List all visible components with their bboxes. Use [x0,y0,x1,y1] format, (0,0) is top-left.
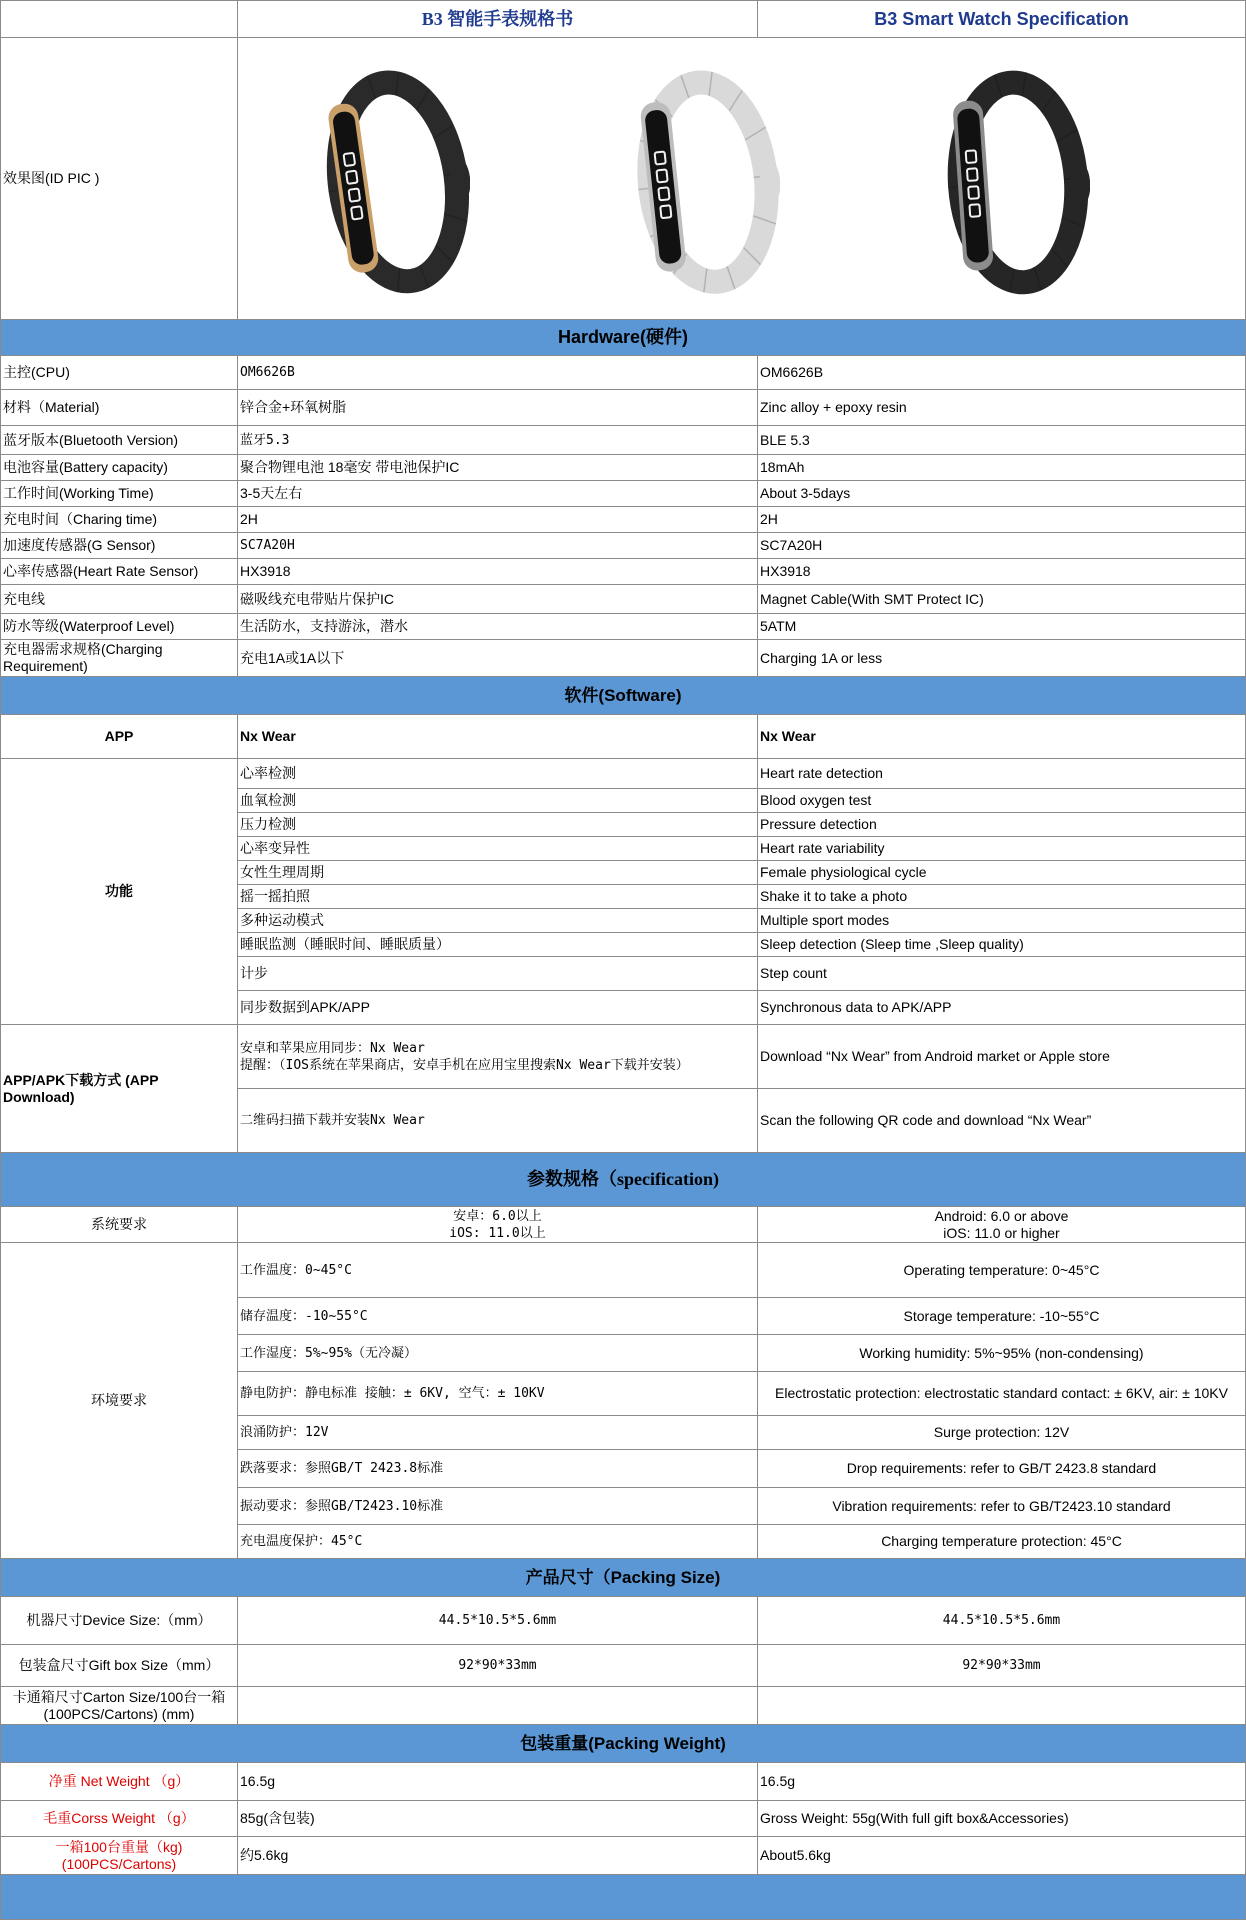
hardware-row-0-en: OM6626B [758,356,1246,390]
function-5-cn: 摇一摇拍照 [238,885,758,909]
footer-band [0,1875,1246,1920]
packing-weight-section-title: 包装重量(Packing Weight) [0,1725,1246,1763]
download-label: APP/APK下载方式 (APP Download) [0,1025,238,1153]
functions-label: 功能 [0,759,238,1025]
hardware-row-8-cn: 磁吸线充电带贴片保护IC [238,585,758,614]
title-en: B3 Smart Watch Specification [758,0,1246,38]
packing-size-section-title: 产品尺寸（Packing Size) [0,1559,1246,1597]
packing-weight-0-en: 16.5g [758,1763,1246,1801]
download-1-cn: 二维码扫描下载并安装Nx Wear [238,1089,758,1153]
hardware-row-8-en: Magnet Cable(With SMT Protect IC) [758,585,1246,614]
packing-weight-0-label: 净重 Net Weight （g） [0,1763,238,1801]
function-8-en: Step count [758,957,1246,991]
env-6-cn: 振动要求：参照GB/T2423.10标准 [238,1488,758,1525]
hardware-row-9-label: 防水等级(Waterproof Level) [0,614,238,640]
watch-black-silver-image [930,68,1090,298]
hardware-section-title: Hardware(硬件) [0,320,1246,356]
title-cn: B3 智能手表规格书 [238,0,758,38]
env-1-en: Storage temperature: -10~55°C [758,1298,1246,1335]
hardware-row-3-label: 电池容量(Battery capacity) [0,455,238,481]
hardware-row-5-cn: 2H [238,507,758,533]
packing-weight-2-cn: 约5.6kg [238,1837,758,1875]
system-cn: 安卓：6.0以上 iOS: 11.0以上 [238,1207,758,1243]
function-3-cn: 心率变异性 [238,837,758,861]
id-pic-label: 效果图(ID PIC ) [0,38,238,320]
packing-size-2-cn [238,1687,758,1725]
software-section-title: 软件(Software) [0,677,1246,715]
env-5-cn: 跌落要求：参照GB/T 2423.8标准 [238,1450,758,1488]
env-4-cn: 浪涌防护：12V [238,1416,758,1450]
env-7-en: Charging temperature protection: 45°C [758,1525,1246,1559]
packing-size-2-en [758,1687,1246,1725]
function-9-en: Synchronous data to APK/APP [758,991,1246,1025]
app-en: Nx Wear [758,715,1246,759]
hardware-row-2-cn: 蓝牙5.3 [238,426,758,455]
hardware-row-3-en: 18mAh [758,455,1246,481]
hardware-row-4-label: 工作时间(Working Time) [0,481,238,507]
hardware-row-8-label: 充电线 [0,585,238,614]
packing-size-1-label: 包装盒尺寸Gift box Size（mm） [0,1645,238,1687]
download-0-en: Download “Nx Wear” from Android market or Apple store [758,1025,1246,1089]
function-6-cn: 多种运动模式 [238,909,758,933]
env-1-cn: 储存温度：-10~55°C [238,1298,758,1335]
download-0-cn: 安卓和苹果应用同步：Nx Wear 提醒：（IOS系统在苹果商店，安卓手机在应用宝里搜索Nx Wear下载并安装） [238,1025,758,1089]
packing-weight-2-en: About5.6kg [758,1837,1246,1875]
hardware-row-3-cn: 聚合物锂电池 18毫安 带电池保护IC [238,455,758,481]
hardware-row-7-label: 心率传感器(Heart Rate Sensor) [0,559,238,585]
env-0-en: Operating temperature: 0~45°C [758,1243,1246,1298]
env-4-en: Surge protection: 12V [758,1416,1246,1450]
env-2-cn: 工作湿度：5%~95%（无冷凝） [238,1335,758,1372]
system-label: 系统要求 [0,1207,238,1243]
hardware-row-2-label: 蓝牙版本(Bluetooth Version) [0,426,238,455]
hardware-row-5-en: 2H [758,507,1246,533]
spec-section-title: 参数规格（specification) [0,1153,1246,1207]
hardware-row-7-en: HX3918 [758,559,1246,585]
hardware-row-4-en: About 3-5days [758,481,1246,507]
packing-weight-1-cn: 85g(含包装) [238,1801,758,1837]
hardware-row-1-label: 材料（Material) [0,390,238,426]
env-6-en: Vibration requirements: refer to GB/T2423.10 standard [758,1488,1246,1525]
packing-size-1-cn: 92*90*33mm [238,1645,758,1687]
packing-weight-0-cn: 16.5g [238,1763,758,1801]
header-blank [0,0,238,38]
watch-black-gold-image [310,68,470,298]
function-0-cn: 心率检测 [238,759,758,789]
hardware-row-0-cn: OM6626B [238,356,758,390]
system-en: Android: 6.0 or above iOS: 11.0 or higher [758,1207,1246,1243]
hardware-row-5-label: 充电时间（Charing time) [0,507,238,533]
function-5-en: Shake it to take a photo [758,885,1246,909]
function-6-en: Multiple sport modes [758,909,1246,933]
app-cn: Nx Wear [238,715,758,759]
function-9-cn: 同步数据到APK/APP [238,991,758,1025]
hardware-row-9-cn: 生活防水，支持游泳，潜水 [238,614,758,640]
env-7-cn: 充电温度保护：45°C [238,1525,758,1559]
hardware-row-1-cn: 锌合金+环氧树脂 [238,390,758,426]
env-3-cn: 静电防护：静电标准 接触：± 6KV, 空气：± 10KV [238,1372,758,1416]
packing-weight-1-label: 毛重Corss Weight （g） [0,1801,238,1837]
function-2-cn: 压力检测 [238,813,758,837]
packing-size-0-label: 机器尺寸Device Size:（mm） [0,1597,238,1645]
env-5-en: Drop requirements: refer to GB/T 2423.8 standard [758,1450,1246,1488]
hardware-row-4-cn: 3-5天左右 [238,481,758,507]
hardware-row-0-label: 主控(CPU) [0,356,238,390]
function-7-cn: 睡眠监测（睡眠时间、睡眠质量） [238,933,758,957]
env-3-en: Electrostatic protection: electrostatic standard contact: ± 6KV, air: ± 10KV [758,1372,1246,1416]
download-1-en: Scan the following QR code and download “Nx Wear” [758,1089,1246,1153]
function-8-cn: 计步 [238,957,758,991]
env-0-cn: 工作温度：0~45°C [238,1243,758,1298]
hardware-row-1-en: Zinc alloy + epoxy resin [758,390,1246,426]
hardware-row-6-en: SC7A20H [758,533,1246,559]
function-7-en: Sleep detection (Sleep time ,Sleep quality) [758,933,1246,957]
packing-size-1-en: 92*90*33mm [758,1645,1246,1687]
hardware-row-10-label: 充电器需求规格(Charging Requirement) [0,640,238,677]
packing-size-2-label: 卡通箱尺寸Carton Size/100台一箱 (100PCS/Cartons) (mm) [0,1687,238,1725]
function-2-en: Pressure detection [758,813,1246,837]
function-0-en: Heart rate detection [758,759,1246,789]
env-2-en: Working humidity: 5%~95% (non-condensing) [758,1335,1246,1372]
function-4-cn: 女性生理周期 [238,861,758,885]
packing-weight-2-label: 一箱100台重量（kg) (100PCS/Cartons) [0,1837,238,1875]
hardware-row-10-en: Charging 1A or less [758,640,1246,677]
packing-weight-1-en: Gross Weight: 55g(With full gift box&Accessories) [758,1801,1246,1837]
packing-size-0-cn: 44.5*10.5*5.6mm [238,1597,758,1645]
function-1-en: Blood oxygen test [758,789,1246,813]
watch-white-silver-image [620,68,780,298]
packing-size-0-en: 44.5*10.5*5.6mm [758,1597,1246,1645]
hardware-row-6-cn: SC7A20H [238,533,758,559]
hardware-row-9-en: 5ATM [758,614,1246,640]
function-4-en: Female physiological cycle [758,861,1246,885]
function-3-en: Heart rate variability [758,837,1246,861]
function-1-cn: 血氧检测 [238,789,758,813]
app-label: APP [0,715,238,759]
hardware-row-2-en: BLE 5.3 [758,426,1246,455]
hardware-row-7-cn: HX3918 [238,559,758,585]
hardware-row-10-cn: 充电1A或1A以下 [238,640,758,677]
env-label: 环境要求 [0,1243,238,1559]
hardware-row-6-label: 加速度传感器(G Sensor) [0,533,238,559]
